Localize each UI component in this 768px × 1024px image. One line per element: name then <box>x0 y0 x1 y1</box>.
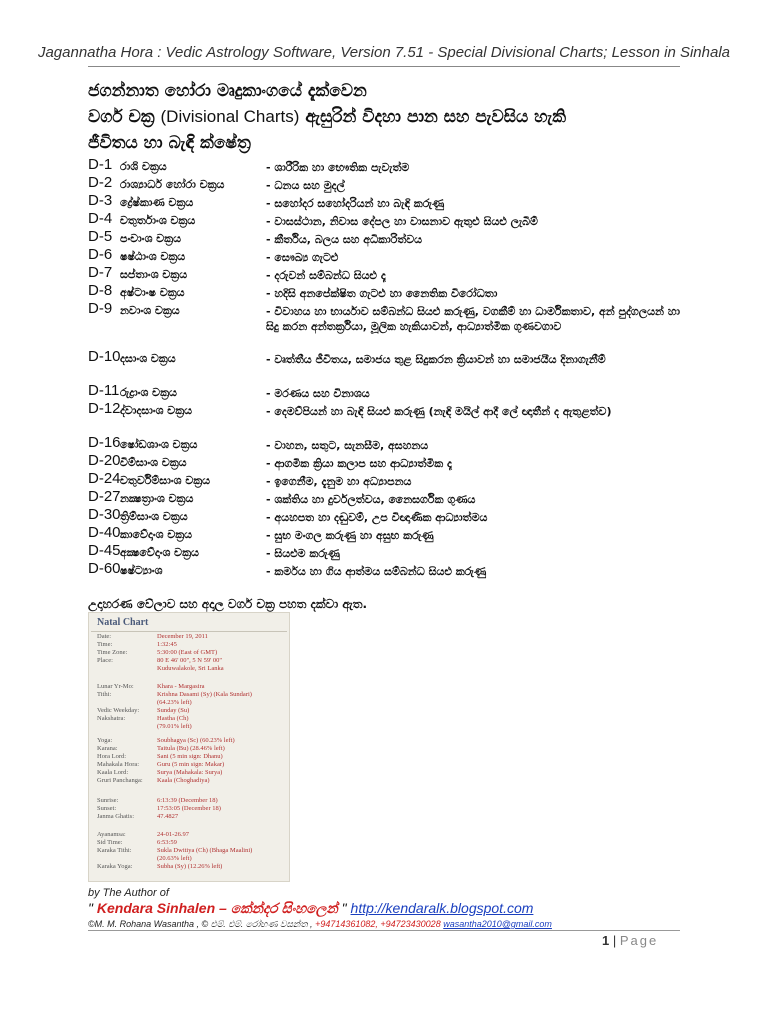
chart-code: D-20 <box>88 452 121 469</box>
header-rule <box>88 66 680 67</box>
natal-value: Krishna Dasami (Sy) (Kala Sundari) <box>157 691 252 698</box>
chart-row <box>88 192 688 212</box>
chart-code: D-27 <box>88 488 121 505</box>
natal-label: Karaka Yoga: <box>97 863 133 870</box>
chart-name: අෂ්ටාංෂ චක්‍රය <box>120 286 185 299</box>
natal-label: Karaka Tithi: <box>97 847 132 854</box>
chart-row <box>88 156 688 176</box>
chart-name: රාශි චක්‍රය <box>120 160 167 173</box>
natal-value: Sukla Dwitiya (Ch) (Bhaga Maalini) <box>157 847 253 854</box>
copyright-text: ©M. M. Rohana Wasantha , © එම්. එම්. රෝහණ වසන්ත , <box>88 919 316 929</box>
natal-label: Lunar Yr-Mo: <box>97 683 134 690</box>
chart-name: ෂෝඩශාංශ චක්‍රය <box>120 438 198 451</box>
chart-name: ද්වාදසාංශ චක්‍රය <box>120 404 193 417</box>
natal-value: (64.23% left) <box>157 699 192 706</box>
natal-chart-image <box>88 612 290 882</box>
natal-label: Tithi: <box>97 691 112 698</box>
natal-value: Khara - Margasira <box>157 683 205 690</box>
chart-row <box>88 282 688 302</box>
chart-description: - වාසස්ථාන, නිවාස දේපල හා වාසනාව ඇතුළු සියළු ලැබීම් <box>266 215 538 228</box>
natal-value: Kaala (Choghadiya) <box>157 777 210 784</box>
chart-row <box>88 382 688 402</box>
natal-value: (79.01% left) <box>157 723 192 730</box>
natal-value: Hastha (Ch) <box>157 715 189 722</box>
natal-value: Guru (5 min sign: Makar) <box>157 761 225 768</box>
natal-label: Gruri Panchanga: <box>97 777 143 784</box>
chart-code: D-7 <box>88 264 113 281</box>
document-header: Jagannatha Hora : Vedic Astrology Software, Version 7.51 - Special Divisional Charts; Lesson in Sinhala <box>37 44 731 61</box>
natal-value: 1:32:45 <box>157 641 177 648</box>
natal-label: Sunrise: <box>97 797 119 804</box>
chart-name: ද්‍රේෂ්කාණ චක්‍රය <box>120 196 194 209</box>
chart-description: - ශක්තිය හා දුර්වලත්වය, නෛසර්ගික ගුණය <box>266 493 476 506</box>
chart-name: නක්‍ෂත්‍රාංශ චක්‍රය <box>120 492 194 505</box>
chart-row <box>88 174 688 194</box>
natal-value: Sani (5 min sign: Dhanu) <box>157 753 223 760</box>
natal-label: Hora Lord: <box>97 753 127 760</box>
chart-row <box>88 400 688 420</box>
natal-chart-divider <box>91 631 287 632</box>
chart-code: D-3 <box>88 192 113 209</box>
chart-row <box>88 542 688 562</box>
chart-name: අක්‍ෂවේදාංශ චක්‍රය <box>120 546 199 559</box>
footer-rule <box>88 930 680 931</box>
author-by: by The Author of <box>88 887 169 899</box>
chart-description: - සෞඛ්‍ය ගැටළු <box>266 251 339 264</box>
quote-open: " <box>88 900 93 916</box>
chart-code: D-60 <box>88 560 121 577</box>
chart-code: D-11 <box>88 382 120 399</box>
chart-description: - දරුවන් සම්බන්ධ සියළු දෑ <box>266 269 386 282</box>
natal-label: Yoga: <box>97 737 113 744</box>
chart-name: පංචාංශ චක්‍රය <box>120 232 182 245</box>
natal-label: Date: <box>97 633 112 640</box>
chart-description: - විවාහය හා භාර්යාව සම්බන්ධ සියළු කරුණු, වගකීම් හා ධාර්මිකතාව, අන් පුද්ගලයන් හා සිදු කරන අන්තර්ක්‍රියා, මූලික හැකියාවන්, ආධ්‍යාත්මික ගුණවගාව <box>266 305 681 333</box>
natal-chart-title: Natal Chart <box>97 617 149 628</box>
natal-label: Janma Ghatis: <box>97 813 135 820</box>
title-line-3: ජීවිතය හා බැඳි ක්ෂේත්‍ර <box>88 133 251 153</box>
natal-value: (20.63% left) <box>157 855 192 862</box>
chart-code: D-1 <box>88 156 113 173</box>
chart-row <box>88 300 688 334</box>
chart-description: - අයහපත හා දඬුවම්, උප විඥාණික ආධ්‍යාත්මය <box>266 511 488 524</box>
page-separator: | <box>612 933 617 948</box>
chart-name: ත්‍රිම්සාංශ චක්‍රය <box>120 510 188 523</box>
title-line-2-c: ඇසුරින් විදහා පාන සහ පැවසිය හැකි <box>305 107 567 127</box>
chart-code: D-5 <box>88 228 113 245</box>
chart-code: D-24 <box>88 470 121 487</box>
chart-row <box>88 246 688 266</box>
chart-row <box>88 210 688 230</box>
natal-value: 47.4827 <box>157 813 179 820</box>
chart-name: නවාංශ චක්‍රය <box>120 304 180 317</box>
chart-description: - මරණය සහ විනාශය <box>266 387 370 400</box>
natal-value: 5:30:00 (East of GMT) <box>157 649 218 656</box>
chart-name: චතුර්විම්සාංශ චක්‍රය <box>120 474 211 487</box>
chart-name: රුද්‍රාංශ චක්‍රය <box>120 386 177 399</box>
page-number <box>602 933 658 948</box>
title-line-2-b: (Divisional Charts) <box>160 107 300 126</box>
chart-code: D-10 <box>88 348 121 365</box>
chart-row <box>88 264 688 284</box>
natal-label: Mahakala Hora: <box>97 761 140 768</box>
natal-label: Sunset: <box>97 805 117 812</box>
chart-code: D-16 <box>88 434 121 451</box>
chart-code: D-12 <box>88 400 121 417</box>
page-number-value: 1 <box>602 933 610 948</box>
natal-value: 80 E 46' 00", 5 N 59' 00" <box>157 657 223 664</box>
chart-row <box>88 560 688 580</box>
natal-label: Nakshatra: <box>97 715 126 722</box>
natal-value: 17:53:05 (December 18) <box>157 805 221 812</box>
chart-description: - සුභ මංගල කරුණු හා අසුභ කරුණු <box>266 529 434 542</box>
natal-value: Taitula (Bu) (28.46% left) <box>157 745 225 752</box>
natal-value: Surya (Mahakala: Surya) <box>157 769 223 776</box>
chart-code: D-4 <box>88 210 113 227</box>
chart-description: - ධනය සහ මුදල් <box>266 179 345 192</box>
chart-name: සප්තාංශ චක්‍රය <box>120 268 188 281</box>
chart-code: D-45 <box>88 542 121 559</box>
natal-value: 6:53:59 <box>157 839 177 846</box>
chart-description: - ඉගෙනීම, දැනුම හා අධ්‍යාපනය <box>266 475 412 488</box>
chart-description: - සියළුම කරුණු <box>266 547 340 560</box>
natal-label: Place: <box>97 657 113 664</box>
chart-description: - වෘත්තීය ජීවිතය, සමාජය තුළ සිදුකරන ක්‍රියාවන් හා සමාජයීය දිනාගැනීම් <box>266 353 606 366</box>
chart-row <box>88 228 688 248</box>
chart-description: - සහෝදර සහෝදරියන් හා බැඳි කරුණු <box>266 197 445 210</box>
natal-label: Sid Time: <box>97 839 123 846</box>
chart-code: D-8 <box>88 282 113 299</box>
chart-row <box>88 488 688 508</box>
chart-description: - කර්මය හා ගිය ආත්මය සම්බන්ධ සියළු කරුණු <box>266 565 487 578</box>
natal-value: Soubhagya (Sc) (60.23% left) <box>157 737 235 744</box>
chart-code: D-40 <box>88 524 121 541</box>
chart-name: ෂෂ්ට්‍යාංශ <box>120 564 163 577</box>
chart-name: චතුර්තාංශ චක්‍රය <box>120 214 196 227</box>
chart-row <box>88 434 688 454</box>
chart-name: රාශ්‍යාර්ධ හෝරා චක්‍රය <box>120 178 225 191</box>
natal-value: 6:13:39 (December 18) <box>157 797 218 804</box>
email-link[interactable]: wasantha2010@gmail.com <box>443 919 552 929</box>
chart-code: D-6 <box>88 246 113 263</box>
chart-row <box>88 452 688 472</box>
natal-value: Sunday (Su) <box>157 707 190 714</box>
page-label: Page <box>619 933 659 948</box>
chart-description: - වාහන, සතුට, සැනසීම, අසහනය <box>266 439 429 452</box>
title-line-2 <box>88 104 688 130</box>
natal-value: December 19, 2011 <box>157 633 208 640</box>
chart-description: - හදිසි අනපේක්ෂිත ගැටළු හා නෛතික විරෝධතා <box>266 287 498 300</box>
chart-row <box>88 470 688 490</box>
natal-label: Karana: <box>97 745 118 752</box>
chart-row <box>88 524 688 544</box>
chart-description: - ශාරීරික හා භෞතික පැවැත්ම <box>266 161 410 174</box>
chart-name: කාවේදාංශ චක්‍රය <box>120 528 193 541</box>
chart-name: දසාංශ චක්‍රය <box>120 352 176 365</box>
natal-value: Kuduwalakole, Sri Lanka <box>157 665 224 672</box>
natal-value: 24-01-26.97 <box>157 831 189 838</box>
page-title <box>88 78 688 156</box>
chart-code: D-9 <box>88 300 113 317</box>
site-url-link[interactable]: http://kendaralk.blogspot.com <box>350 900 534 916</box>
natal-label: Ayanamsa: <box>97 831 126 838</box>
author-site-line <box>88 900 708 917</box>
chart-description: - ආගමික ක්‍රියා කලාප සහ ආධ්‍යාත්මික දෑ <box>266 457 452 470</box>
chart-name: ෂෂ්ඨාංශ චක්‍රය <box>120 250 186 263</box>
contact-line <box>88 919 688 930</box>
chart-row <box>88 506 688 526</box>
chart-name: විම්සාංශ චක්‍රය <box>120 456 187 469</box>
natal-label: Kaala Lord: <box>97 769 129 776</box>
chart-description: - කීර්තිය, බලය සහ අධිකාරිත්වය <box>266 233 423 246</box>
natal-label: Vedic Weekday: <box>97 707 140 714</box>
chart-code: D-30 <box>88 506 121 523</box>
natal-value: Subha (Sy) (12.26% left) <box>157 863 223 870</box>
natal-label: Time: <box>97 641 113 648</box>
phone-numbers: +94714361082, +94723430028 <box>315 919 441 929</box>
title-line-1: ජගන්නාත හෝරා මෘදුකාංගයේ දැක්වෙන <box>88 81 367 101</box>
chart-row <box>88 348 688 368</box>
site-name: Kendara Sinhalen – කේන්දර සිංහලෙන් <box>96 900 338 916</box>
natal-label: Time Zone: <box>97 649 128 656</box>
example-intro: උදාහරණ වේලාව සහ අදාල වර්ග චක්‍ර පහත දක්වා ඇත. <box>88 597 368 611</box>
quote-close: " <box>341 900 347 916</box>
chart-code: D-2 <box>88 174 113 191</box>
title-line-2-a: වර්ග චක්‍ර <box>88 107 155 127</box>
chart-description: - දෙමව්පියන් හා බැඳි සියළු කරුණු (නැඳි මයිල් ආදී ලේ ඥාතීන් ද ඇතුළත්ව) <box>266 405 612 418</box>
